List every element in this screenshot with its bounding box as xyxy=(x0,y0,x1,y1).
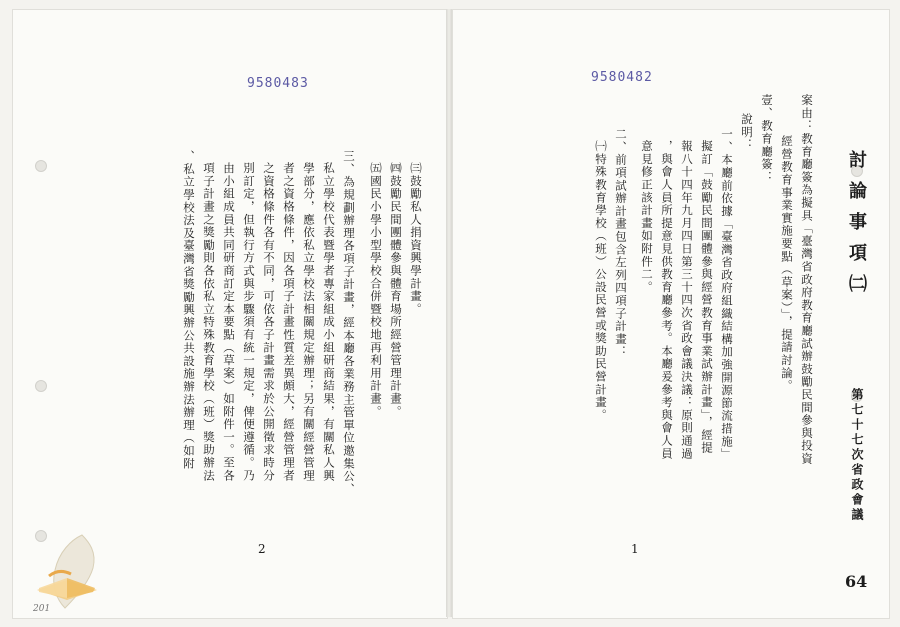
page-number: 2 xyxy=(258,542,266,556)
text-column: 經營教育事業實施要點（草案）」，提請討論。 xyxy=(780,135,794,393)
text-column: 私立學校代表暨學者專家組成小組研商結果，有關私人興 xyxy=(322,162,336,482)
text-column: 學部分，應依私立學校法相關規定辦理；另有關經營管理 xyxy=(302,162,316,482)
text-column: 項子計畫之獎勵則各依私立特殊教育學校（班）獎助辦法 xyxy=(202,162,216,482)
text-column: 報八十四年九月四日第三十四次省政會議決議：原則通過 xyxy=(680,140,694,460)
text-column: 由小組成員共同研商訂定本要點（草案）如附件一。至各 xyxy=(222,162,236,482)
text-column: ㈠特殊教育學校（班）公設民營或獎助民營計畫。 xyxy=(594,140,608,422)
text-column: 別訂定，但執行方式與步驟須有統一規定，俾便遵循。乃 xyxy=(242,162,256,482)
text-column: 、私立學校法及臺灣省獎勵興辦公共設施辦法辦理（如附 xyxy=(182,150,196,470)
binding-hole xyxy=(35,380,47,392)
text-column: 意見修正該計畫如附件二。 xyxy=(640,140,654,294)
taiwan-map-book-logo xyxy=(27,530,111,614)
text-column: 二、前項試辦計畫包含左列四項子計畫： xyxy=(614,128,628,359)
section-title: 討論事項㈡ xyxy=(846,150,867,305)
sheet-number: 64 xyxy=(845,572,868,591)
text-column: ，與會人員所提意見供教育廳參考。本廳爰參考與會人員 xyxy=(660,140,674,460)
text-column: 三、為規劃辦理各項子計畫，經本廳各業務主管單位邀集公、 xyxy=(342,150,356,496)
page-number: 1 xyxy=(631,542,639,556)
text-column: 壹、教育廳簽： xyxy=(760,94,774,184)
text-column: 擬訂「鼓勵民間團體參與經營教育事業試辦計畫」，經提 xyxy=(700,140,714,455)
binding-hole xyxy=(35,160,47,172)
text-column: 之資格條件各有不同，可依各子計畫需求於公開徵求時分 xyxy=(262,162,276,482)
text-column: ㈣鼓勵民間團體參與體育場所經營管理計畫。 xyxy=(389,162,403,418)
text-column: ㈤國民小學小型學校合併暨校地再利用計畫。 xyxy=(369,162,383,418)
text-column: ㈢鼓勵私人捐資興學計畫。 xyxy=(409,162,423,316)
serial-stamp: 9580482 xyxy=(591,70,653,85)
handwritten-note: 201 xyxy=(33,604,51,614)
text-column: 一、本廳前依據「臺灣省政府組織結構加強開源節流措施」 xyxy=(720,128,734,461)
text-column: 案由：教育廳簽為擬具「臺灣省政府教育廳試辦鼓勵民間參與投資 xyxy=(800,94,814,466)
left-page xyxy=(12,9,448,619)
meeting-label: 第七十七次省政會議 xyxy=(850,388,864,523)
right-page xyxy=(452,9,890,619)
serial-stamp: 9580483 xyxy=(247,76,309,91)
text-column: 說明： xyxy=(740,113,754,152)
text-column: 者之資格條件，因各項子計畫性質差異頗大，經營管理者 xyxy=(282,162,296,482)
